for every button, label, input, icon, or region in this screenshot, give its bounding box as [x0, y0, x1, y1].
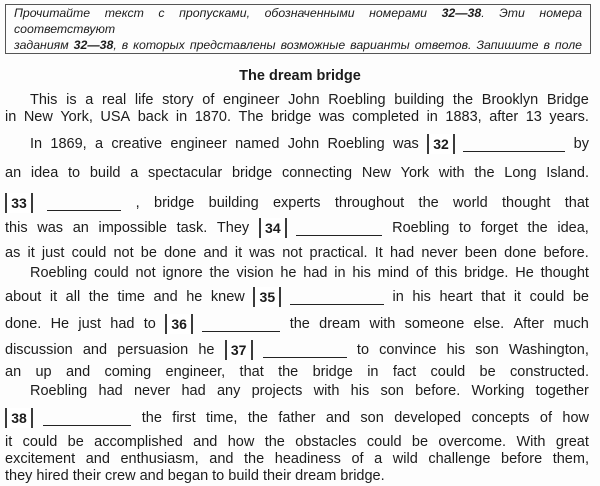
word: bridge	[154, 195, 195, 211]
word: John	[288, 92, 320, 108]
word: and	[85, 451, 110, 467]
word: engineer,	[165, 364, 226, 380]
word: had	[389, 245, 415, 261]
word: developed	[394, 410, 462, 426]
word: 1870.	[194, 109, 231, 125]
word: was	[392, 136, 419, 152]
word: much	[553, 316, 589, 332]
word: how	[227, 434, 255, 450]
answer-blank-36	[202, 317, 280, 332]
word: of	[351, 451, 364, 467]
gap-box-34: 34	[259, 218, 287, 238]
word: them,	[552, 451, 589, 467]
word: had	[303, 265, 328, 281]
word: Island.	[546, 165, 589, 181]
word: his	[446, 342, 466, 358]
word: accomplished	[94, 434, 183, 450]
word: the	[209, 265, 230, 281]
word: done.	[5, 316, 42, 332]
word: bridge.	[464, 265, 509, 281]
word: throughout	[334, 195, 405, 211]
word: with	[369, 316, 396, 332]
word: After	[513, 316, 545, 332]
word: done	[504, 245, 537, 261]
word: in	[367, 364, 379, 380]
word: challenge	[428, 451, 491, 467]
word: overcome.	[438, 434, 507, 450]
word: Working	[471, 383, 525, 399]
word: and	[153, 289, 178, 305]
word: years.	[549, 109, 589, 125]
word: Roebling	[327, 136, 385, 152]
word: Roebling	[328, 92, 386, 108]
word: the	[264, 434, 285, 450]
word: of	[415, 265, 428, 281]
word: thought	[502, 195, 551, 211]
word: in	[175, 109, 188, 125]
word: Brooklyn	[481, 92, 539, 108]
word: else.	[473, 316, 505, 332]
answer-blank-37	[263, 343, 347, 358]
word: after	[489, 109, 519, 125]
word: building	[208, 195, 259, 211]
word: obstacles	[295, 434, 357, 450]
text-line-11	[5, 340, 589, 360]
gap-box-35: 35	[253, 287, 281, 307]
word: the	[418, 195, 439, 211]
word: concepts	[471, 410, 530, 426]
word: never	[421, 245, 458, 261]
word: mind	[377, 265, 410, 281]
word: headiness	[274, 451, 341, 467]
word: that	[481, 289, 506, 305]
word: Roebling	[30, 383, 88, 399]
word: creative	[111, 136, 163, 152]
word: the	[278, 364, 299, 380]
word: an	[5, 165, 22, 181]
word: thought	[540, 265, 589, 281]
word: practical.	[309, 245, 368, 261]
word: the	[141, 410, 162, 426]
word: discussion	[5, 342, 73, 358]
word: it	[234, 245, 243, 261]
word: Roebling	[392, 220, 450, 236]
word: be	[572, 289, 589, 305]
word: connecting	[281, 165, 353, 181]
word: story	[162, 92, 194, 108]
answer-blank-38	[43, 411, 131, 426]
word: the	[452, 92, 474, 108]
word: ,	[135, 195, 140, 211]
word: about	[5, 289, 42, 305]
word: his	[350, 383, 370, 399]
task-instructions	[5, 4, 591, 54]
word: son	[475, 342, 499, 358]
instructions-line-2: заданиям 32—38, в которых представлены возможные варианты ответов. Запишите в поле	[14, 37, 582, 52]
story-title: The dream bridge	[239, 68, 361, 84]
word: be	[411, 434, 429, 450]
word: as	[5, 245, 21, 261]
word: before.	[415, 383, 461, 399]
word: It	[374, 245, 383, 261]
text-line-5	[5, 193, 589, 213]
word: a	[94, 136, 104, 152]
word: father	[278, 410, 316, 426]
text-line-17: they hired their crew and began to build their dream bridge.	[5, 468, 385, 484]
word: great	[555, 434, 589, 450]
text-line-6	[5, 218, 589, 238]
text-line-9	[5, 287, 589, 307]
word: dream	[319, 316, 361, 332]
word: Washington,	[508, 342, 589, 358]
word: not	[113, 245, 134, 261]
word: could	[430, 364, 466, 380]
text-line-14	[5, 408, 589, 428]
word: task.	[176, 220, 208, 236]
word: to	[356, 342, 370, 358]
answer-blank-35	[290, 290, 384, 305]
word: This	[30, 92, 58, 108]
text-line-7	[5, 243, 589, 263]
word: first	[172, 410, 196, 426]
word: 1869,	[50, 136, 87, 152]
word: the	[527, 220, 548, 236]
word: someone	[404, 316, 465, 332]
word: bridge	[231, 165, 273, 181]
word: life	[134, 92, 154, 108]
word: not	[282, 245, 303, 261]
word: his	[352, 265, 371, 281]
word: an	[5, 364, 22, 380]
word: fact	[392, 364, 417, 380]
word: in	[5, 109, 17, 125]
word: be	[140, 245, 157, 261]
word: an	[72, 220, 89, 236]
word: He	[515, 265, 534, 281]
word: this	[434, 265, 458, 281]
word: building	[394, 92, 445, 108]
word: by	[573, 136, 589, 152]
word: that	[239, 364, 264, 380]
word: a	[374, 451, 383, 467]
word: time,	[206, 410, 238, 426]
word: build	[89, 165, 121, 181]
word: to	[459, 220, 472, 236]
word: it	[27, 245, 35, 261]
word: just	[41, 245, 65, 261]
text-line-13	[30, 381, 589, 401]
answer-blank-34	[296, 221, 382, 236]
gap-box-37: 37	[225, 340, 253, 360]
word: 13	[525, 109, 542, 125]
word: and	[325, 410, 351, 426]
word: up	[35, 364, 52, 380]
word: vision	[236, 265, 274, 281]
word: ignore	[162, 265, 203, 281]
word: and	[203, 245, 228, 261]
word: his	[412, 289, 431, 305]
word: spectacular	[148, 165, 223, 181]
word: it	[49, 289, 58, 305]
word: New	[361, 165, 391, 181]
word: to	[143, 316, 156, 332]
word: in	[334, 265, 346, 281]
word: enthusiasm,	[120, 451, 199, 467]
word: of	[539, 410, 552, 426]
word: done	[164, 245, 197, 261]
word: engineer	[223, 92, 280, 108]
word: could	[71, 245, 107, 261]
word: York,	[60, 109, 93, 125]
word: son	[380, 383, 404, 399]
answer-blank-32	[463, 137, 565, 152]
word: be	[67, 434, 84, 450]
text-line-3	[30, 134, 589, 154]
word: bridge	[312, 364, 353, 380]
word: persuasion	[117, 342, 189, 358]
word: not	[135, 265, 156, 281]
word: he	[280, 265, 297, 281]
text-line-8	[30, 263, 589, 283]
word: be	[479, 364, 496, 380]
word: coming	[104, 364, 152, 380]
word: been	[464, 245, 498, 261]
word: never	[133, 383, 171, 399]
word: the	[247, 410, 268, 426]
word: could	[94, 265, 129, 281]
word: time	[117, 289, 145, 305]
word: in	[392, 289, 404, 305]
word: a	[85, 92, 94, 108]
text-line-4	[5, 163, 589, 183]
word: how	[562, 410, 589, 426]
word: had	[181, 383, 206, 399]
word: Bridge	[546, 92, 589, 108]
word: that	[564, 195, 589, 211]
word: John	[287, 136, 320, 152]
word: before.	[543, 245, 589, 261]
word: is	[66, 92, 77, 108]
word: back	[137, 109, 169, 125]
word: was	[249, 245, 276, 261]
word: it	[513, 289, 522, 305]
word: idea	[30, 165, 59, 181]
text-line-2	[5, 107, 589, 127]
word: heart	[439, 289, 473, 305]
word: before	[501, 451, 543, 467]
word: USA	[100, 109, 131, 125]
word: and	[193, 434, 218, 450]
word: all	[65, 289, 81, 305]
word: world	[453, 195, 488, 211]
word: projects	[251, 383, 303, 399]
word: engineer	[170, 136, 227, 152]
text-line-12	[5, 362, 589, 382]
word: forget	[480, 220, 518, 236]
word: together	[535, 383, 589, 399]
word: completed	[352, 109, 420, 125]
word: convince	[379, 342, 437, 358]
word: it	[5, 434, 13, 450]
word: could	[22, 434, 58, 450]
word: constructed.	[510, 364, 589, 380]
word: York	[400, 165, 430, 181]
word: knew	[210, 289, 245, 305]
word: idea,	[557, 220, 589, 236]
word: just	[78, 316, 101, 332]
word: a	[130, 165, 139, 181]
word: and	[65, 364, 91, 380]
word: son	[360, 410, 384, 426]
word: New	[23, 109, 53, 125]
word: and	[82, 342, 108, 358]
word: Long	[504, 165, 537, 181]
gap-box-33: 33	[5, 193, 33, 213]
word: in	[426, 109, 438, 125]
gap-box-32: 32	[427, 134, 455, 154]
answer-blank-33	[47, 196, 121, 211]
word: to	[68, 165, 81, 181]
word: and	[209, 451, 234, 467]
word: 1883,	[445, 109, 482, 125]
word: impossible	[98, 220, 167, 236]
word: of	[202, 92, 215, 108]
gap-box-38: 38	[5, 408, 33, 428]
word: had	[98, 383, 123, 399]
word: with	[438, 165, 465, 181]
word: he	[198, 342, 215, 358]
word: experts	[272, 195, 321, 211]
word: had	[110, 316, 135, 332]
word: They	[216, 220, 250, 236]
word: real	[102, 92, 127, 108]
word: With	[516, 434, 546, 450]
word: any	[216, 383, 241, 399]
text-line-10	[5, 314, 589, 334]
word: he	[186, 289, 203, 305]
word: was	[318, 109, 345, 125]
word: with	[313, 383, 340, 399]
word: this	[5, 220, 28, 236]
word: In	[30, 136, 43, 152]
instructions-line-1: Прочитайте текст с пропусками, обозначенными номерами 32—38. Эти номера соответствуют	[14, 6, 582, 36]
word: the	[289, 316, 310, 332]
word: wild	[392, 451, 418, 467]
word: the	[244, 451, 265, 467]
word: excitement	[5, 451, 76, 467]
word: bridge	[271, 109, 312, 125]
word: the	[474, 165, 495, 181]
word: the	[88, 289, 109, 305]
word: The	[238, 109, 264, 125]
word: could	[366, 434, 402, 450]
word: He	[50, 316, 70, 332]
gap-box-36: 36	[165, 314, 193, 334]
word: named	[235, 136, 280, 152]
word: was	[37, 220, 64, 236]
word: Roebling	[30, 265, 88, 281]
word: could	[529, 289, 565, 305]
